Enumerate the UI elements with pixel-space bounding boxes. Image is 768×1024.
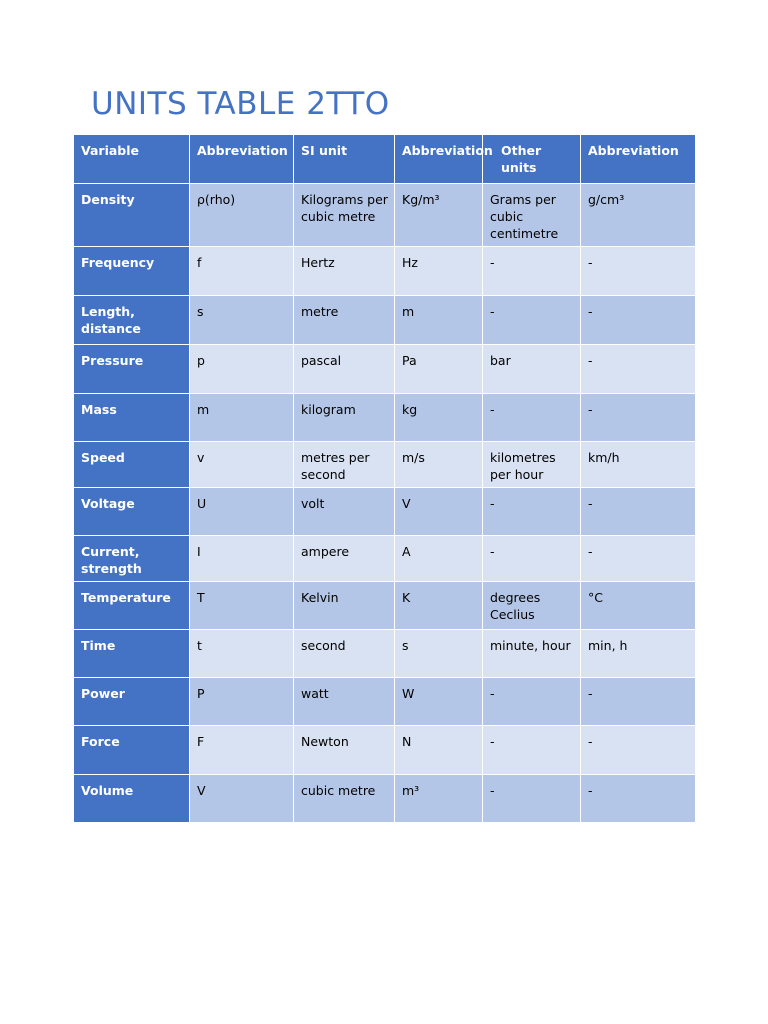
table-row <box>74 630 696 678</box>
other-units-cell: - <box>483 296 581 345</box>
other-abbreviation-cell: - <box>581 775 696 823</box>
other-units-cell: kilometres per hour <box>483 442 581 488</box>
table-row <box>74 296 696 345</box>
si-abbreviation-cell: V <box>395 488 483 536</box>
abbreviation-cell: V <box>190 775 294 823</box>
table-body <box>74 184 696 823</box>
other-abbreviation-cell: g/cm³ <box>581 184 696 247</box>
other-units-cell: - <box>483 726 581 775</box>
other-units-cell: bar <box>483 345 581 394</box>
variable-cell: Current, strength <box>74 536 190 582</box>
table-row <box>74 247 696 296</box>
other-units-cell: minute, hour <box>483 630 581 678</box>
other-units-cell: Grams per cubic centimetre <box>483 184 581 247</box>
page-title: UNITS TABLE 2TTO <box>91 86 390 122</box>
variable-cell: Speed <box>74 442 190 488</box>
si-unit-cell: Kilograms per cubic metre <box>294 184 395 247</box>
header-other-units: Other units <box>483 135 581 184</box>
abbreviation-cell: s <box>190 296 294 345</box>
other-units-cell: - <box>483 247 581 296</box>
other-abbreviation-cell: - <box>581 488 696 536</box>
variable-cell: Frequency <box>74 247 190 296</box>
variable-cell: Power <box>74 678 190 726</box>
si-unit-cell: ampere <box>294 536 395 582</box>
abbreviation-cell: p <box>190 345 294 394</box>
other-units-cell: - <box>483 678 581 726</box>
other-abbreviation-cell: min, h <box>581 630 696 678</box>
si-abbreviation-cell: kg <box>395 394 483 442</box>
si-unit-cell: metres per second <box>294 442 395 488</box>
abbreviation-cell: t <box>190 630 294 678</box>
abbreviation-cell: m <box>190 394 294 442</box>
other-abbreviation-cell: - <box>581 394 696 442</box>
other-abbreviation-cell: °C <box>581 582 696 630</box>
si-abbreviation-cell: m <box>395 296 483 345</box>
other-units-cell: - <box>483 536 581 582</box>
table-row <box>74 536 696 582</box>
si-abbreviation-cell: Kg/m³ <box>395 184 483 247</box>
header-si-abbreviation: Abbreviation <box>395 135 483 184</box>
abbreviation-cell: ρ(rho) <box>190 184 294 247</box>
other-abbreviation-cell: - <box>581 247 696 296</box>
variable-cell: Length, distance <box>74 296 190 345</box>
si-unit-cell: metre <box>294 296 395 345</box>
si-unit-cell: cubic metre <box>294 775 395 823</box>
abbreviation-cell: v <box>190 442 294 488</box>
other-abbreviation-cell: - <box>581 678 696 726</box>
table-row <box>74 184 696 247</box>
other-abbreviation-cell: - <box>581 726 696 775</box>
abbreviation-cell: F <box>190 726 294 775</box>
si-abbreviation-cell: K <box>395 582 483 630</box>
variable-cell: Volume <box>74 775 190 823</box>
header-other-abbreviation: Abbreviation <box>581 135 696 184</box>
si-abbreviation-cell: s <box>395 630 483 678</box>
si-unit-cell: pascal <box>294 345 395 394</box>
si-abbreviation-cell: N <box>395 726 483 775</box>
table-row <box>74 488 696 536</box>
other-abbreviation-cell: - <box>581 296 696 345</box>
other-units-cell: degrees Ceclius <box>483 582 581 630</box>
si-abbreviation-cell: A <box>395 536 483 582</box>
table-row <box>74 582 696 630</box>
si-unit-cell: watt <box>294 678 395 726</box>
variable-cell: Pressure <box>74 345 190 394</box>
si-unit-cell: Hertz <box>294 247 395 296</box>
header-abbreviation: Abbreviation <box>190 135 294 184</box>
other-units-cell: - <box>483 394 581 442</box>
si-abbreviation-cell: m/s <box>395 442 483 488</box>
abbreviation-cell: P <box>190 678 294 726</box>
si-abbreviation-cell: Hz <box>395 247 483 296</box>
variable-cell: Time <box>74 630 190 678</box>
header-si-unit: SI unit <box>294 135 395 184</box>
si-abbreviation-cell: W <box>395 678 483 726</box>
other-abbreviation-cell: - <box>581 536 696 582</box>
si-unit-cell: Kelvin <box>294 582 395 630</box>
units-table <box>73 134 696 823</box>
abbreviation-cell: T <box>190 582 294 630</box>
abbreviation-cell: U <box>190 488 294 536</box>
table-header-row <box>74 135 696 184</box>
abbreviation-cell: I <box>190 536 294 582</box>
table-row <box>74 775 696 823</box>
table-row <box>74 442 696 488</box>
other-units-cell: - <box>483 775 581 823</box>
abbreviation-cell: f <box>190 247 294 296</box>
other-units-cell: - <box>483 488 581 536</box>
si-abbreviation-cell: Pa <box>395 345 483 394</box>
table-row <box>74 345 696 394</box>
table-row <box>74 726 696 775</box>
variable-cell: Temperature <box>74 582 190 630</box>
variable-cell: Voltage <box>74 488 190 536</box>
other-abbreviation-cell: km/h <box>581 442 696 488</box>
si-unit-cell: second <box>294 630 395 678</box>
si-unit-cell: kilogram <box>294 394 395 442</box>
table-row <box>74 678 696 726</box>
other-abbreviation-cell: - <box>581 345 696 394</box>
table-row <box>74 394 696 442</box>
si-unit-cell: volt <box>294 488 395 536</box>
variable-cell: Mass <box>74 394 190 442</box>
variable-cell: Force <box>74 726 190 775</box>
si-abbreviation-cell: m³ <box>395 775 483 823</box>
si-unit-cell: Newton <box>294 726 395 775</box>
header-variable: Variable <box>74 135 190 184</box>
variable-cell: Density <box>74 184 190 247</box>
